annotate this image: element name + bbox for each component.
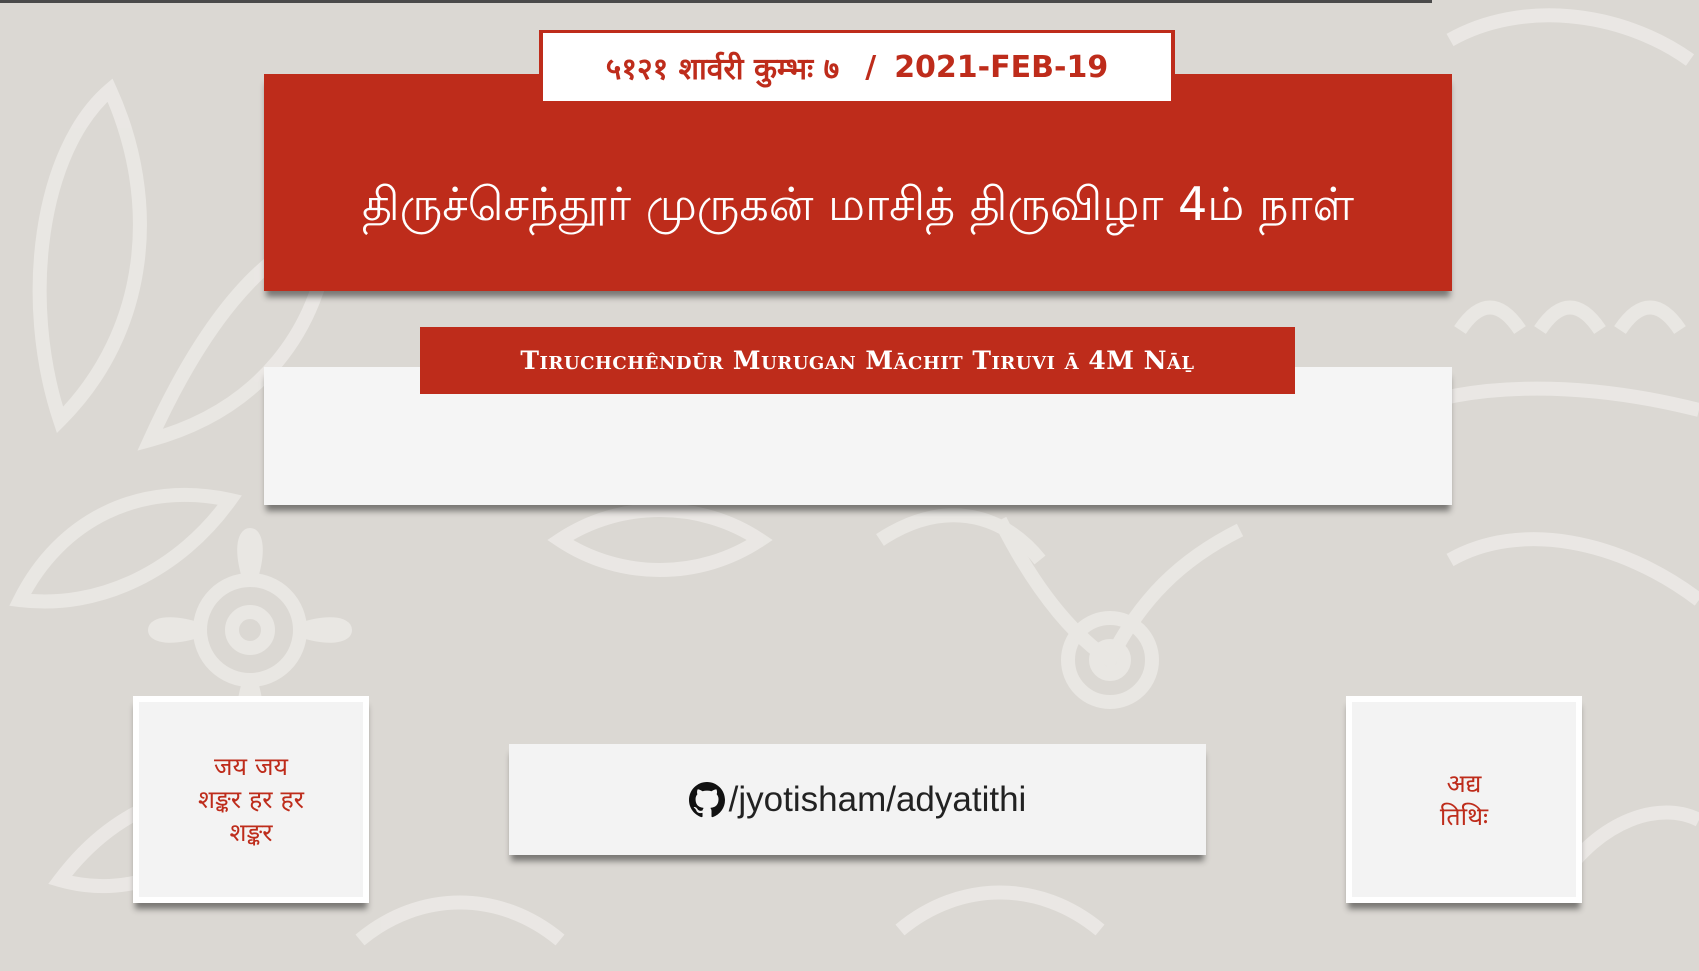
date-label [543, 33, 1171, 101]
blessing-text: जय जय शङ्कर हर हर शङ्कर [198, 752, 304, 847]
right-tithi-card [1346, 696, 1582, 903]
title-banner [264, 74, 1452, 291]
tithi-text: अद्य तिथिः [1439, 768, 1489, 831]
github-link[interactable] [509, 744, 1206, 855]
top-divider-line [0, 0, 1432, 3]
transliteration-title: Tiruchchêndūr Murugan Māchit Tiruvi ā 4M Nāḻ [420, 327, 1295, 394]
date-separator: / [865, 49, 877, 85]
date-tab [539, 30, 1175, 106]
lunar-date: ५१२१ शार्वरी कुम्भः ७ [605, 51, 840, 87]
gregorian-date: 2021-FEB-19 [894, 49, 1109, 85]
page-title: திருச்செந்தூர் முருகன் மாசித் திருவிழா 4ம் நாள் [361, 176, 1354, 231]
left-blessing-card [133, 696, 369, 903]
github-path[interactable]: /jyotisham/adyatithi [728, 779, 1027, 819]
github-icon [689, 782, 725, 818]
